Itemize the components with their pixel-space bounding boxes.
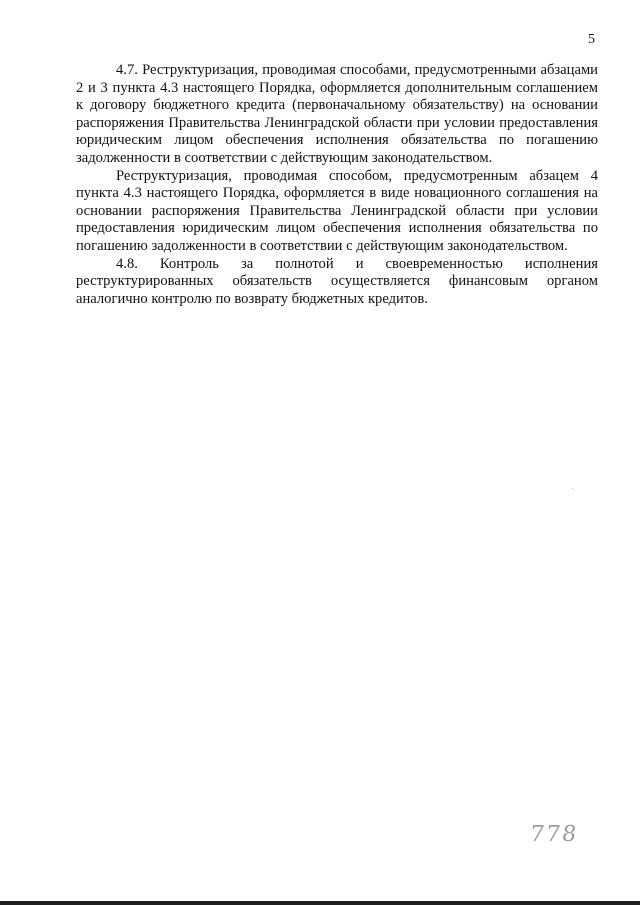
scan-bottom-edge [0,901,640,905]
document-body [76,62,598,308]
paragraph-4-7: 4.7. Реструктуризация, проводимая способами, предусмотренными абзацами 2 и 3 пункта 4.3 настоящего Порядка, оформляется дополнительным соглашением к договору бюджетного кредита (первоначальному обязательству) на основании распоряжения Правительства Ленинградской области при условии предоставления юридическим лицом обеспечения исполнения обязательства по погашению задолженности в соответствии с действующим законодательством. [76,62,598,166]
paragraph-4-8: 4.8. Контроль за полнотой и своевременностью исполнения реструктурированных обязательств осуществляется финансовым органом аналогично контролю по возврату бюджетных кредитов. [76,255,598,307]
handwritten-page-mark: 778 [528,822,580,847]
scan-speck [572,488,573,489]
paragraph-restructuring-novation: Реструктуризация, проводимая способом, предусмотренным абзацем 4 пункта 4.3 настоящего Порядка, оформляется в виде новационного соглашения на основании распоряжения Правительства Ленинградской области при условии предоставления юридическим лицом обеспечения исполнения обязательства по погашению задолженности в соответствии с действующим законодательством. [76,167,598,254]
page-number: 5 [588,32,595,47]
